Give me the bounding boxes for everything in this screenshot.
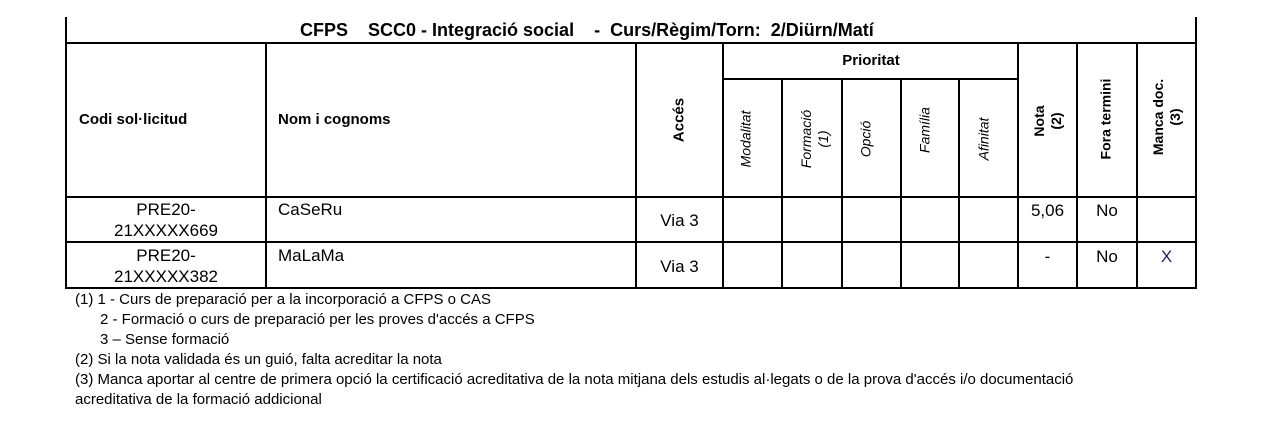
col-header-formacio-line1: Formació [798, 109, 814, 169]
col-header-manca-line2: (3) [1167, 108, 1183, 126]
col-header-afinitat: Afinitat [975, 117, 992, 161]
col-header-formacio [798, 110, 832, 168]
table-border [65, 42, 1197, 44]
table-border [635, 42, 637, 289]
footnote-line: (3) Manca aportar al centre de primera opció la certificació acreditativa de la nota mitjana dels estudis al·legats o de la prova d'accés i/o documentació [75, 371, 1074, 388]
table-border [781, 78, 783, 289]
cell-nota: 5,06 [1030, 201, 1065, 220]
footnote-line: 2 - Formació o curs de preparació per les proves d'accés a CFPS [75, 311, 535, 328]
col-header-opcio: Opció [857, 120, 874, 158]
cell-manca-doc: X [1160, 247, 1173, 266]
table-border [841, 78, 843, 289]
footnote-line: (2) Si la nota validada és un guió, falta acreditar la nota [75, 351, 442, 368]
cell-codi-line1: PRE20- [136, 200, 196, 219]
col-header-prioritat: Prioritat [842, 52, 900, 69]
table-border [1195, 17, 1197, 289]
table-border [65, 241, 1197, 243]
col-header-formacio-line2: (1) [815, 130, 831, 148]
table-border [958, 78, 960, 289]
col-header-fora-termini: Fora termini [1097, 78, 1114, 160]
cell-acces: Via 3 [660, 211, 699, 230]
col-header-codi: Codi sol·licitud [79, 111, 188, 128]
cell-codi-line1: PRE20- [136, 246, 196, 265]
col-header-nota [1031, 105, 1065, 136]
col-header-manca-doc [1150, 79, 1184, 155]
footnote-line: 3 – Sense formació [75, 331, 230, 348]
col-header-nota-line2: (2) [1048, 112, 1064, 130]
cell-acces: Via 3 [660, 257, 699, 276]
cell-codi-line2: 21XXXXX382 [114, 267, 218, 286]
table-border [65, 196, 1197, 198]
cell-codi [67, 245, 265, 287]
col-header-manca-line1: Manca doc. [1150, 78, 1166, 156]
col-header-modalitat: Modalitat [737, 110, 754, 168]
col-header-acces: Accés [670, 97, 688, 143]
col-header-familia: Família [916, 107, 933, 153]
col-header-nom: Nom i cognoms [278, 111, 391, 128]
footnote-line: acreditativa de la formació addicional [75, 391, 322, 408]
table-border [265, 42, 267, 289]
cell-fora-termini: No [1096, 247, 1118, 266]
col-header-nota-line1: Nota [1031, 105, 1047, 137]
cell-nota: - [1044, 247, 1051, 266]
table-title: CFPS SCC0 - Integració social - Curs/Règim/Torn: 2/Diürn/Matí [300, 20, 874, 40]
table-border [722, 78, 1019, 80]
cell-nom: CaSeRu [278, 200, 343, 219]
table-border [65, 287, 1197, 289]
cell-codi [67, 199, 265, 241]
cell-nom: MaLaMa [278, 246, 345, 265]
table-border [722, 42, 724, 289]
cell-codi-line2: 21XXXXX669 [114, 221, 218, 240]
cell-fora-termini: No [1096, 201, 1118, 220]
table-border [900, 78, 902, 289]
footnote-line: (1) 1 - Curs de preparació per a la incorporació a CFPS o CAS [75, 291, 492, 308]
